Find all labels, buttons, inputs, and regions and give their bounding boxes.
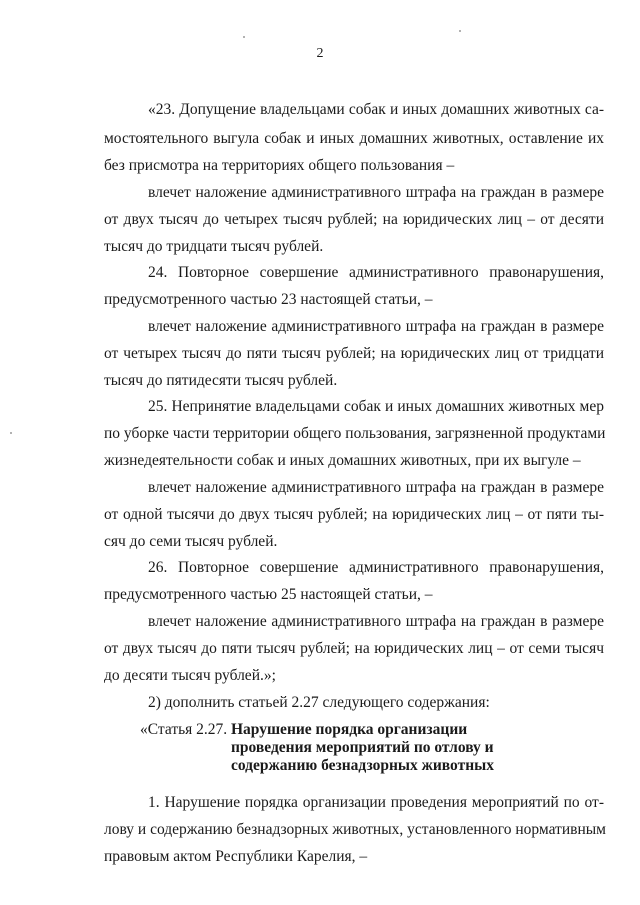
text-line: от четырех тысяч до пяти тысяч рублей; на юридических лиц от тридцати <box>104 345 604 362</box>
article-title-line: проведения мероприятий по отлову и <box>231 739 494 756</box>
text-line: предусмотренного частью 25 настоящей статьи, – <box>104 586 433 603</box>
text-line: сяч до семи тысяч рублей. <box>104 533 278 550</box>
text-line: влечет наложение административного штрафа на граждан в размере <box>148 184 604 201</box>
text-line: предусмотренного частью 23 настоящей статьи, – <box>104 291 433 308</box>
text-line: влечет наложение административного штрафа на граждан в размере <box>148 318 604 335</box>
text-line: тысяч до тридцати тысяч рублей. <box>104 238 324 255</box>
text-line: от двух тысяч до четырех тысяч рублей; на юридических лиц – от десяти <box>104 211 604 228</box>
text-line: «23. Допущение владельцами собак и иных домашних животных са- <box>148 101 604 118</box>
text-line: 25. Непринятие владельцами собак и иных домашних животных мер <box>148 398 604 415</box>
scan-speck <box>10 432 12 434</box>
article-prefix: «Статья 2.27. <box>140 721 228 738</box>
text-line: влечет наложение административного штрафа на граждан в размере <box>148 479 604 496</box>
text-line: лову и содержанию безнадзорных животных, установленного нормативным <box>104 821 606 838</box>
text-line: 1. Нарушение порядка организации проведения мероприятий по от- <box>148 794 604 811</box>
text-line: по уборке части территории общего пользования, загрязненной продуктами <box>104 425 606 442</box>
article-title-line: содержанию безнадзорных животных <box>231 757 495 774</box>
text-line: правовым актом Республики Карелия, – <box>104 848 368 865</box>
text-line: от одной тысячи до двух тысяч рублей; на юридических лиц – от пяти ты- <box>104 506 604 523</box>
scan-speck <box>459 30 461 32</box>
text-line: влечет наложение административного штрафа на граждан в размере <box>148 613 604 630</box>
text-line: жизнедеятельности собак и иных домашних животных, при их выгуле – <box>104 452 581 469</box>
text-line: до десяти тысяч рублей.»; <box>104 667 276 684</box>
scan-speck <box>243 36 245 38</box>
text-line: тысяч до пятидесяти тысяч рублей. <box>104 372 338 389</box>
text-line: мостоятельного выгула собак и иных домашних животных, оставление их <box>104 130 604 147</box>
text-line: 24. Повторное совершение административного правонарушения, <box>148 264 604 281</box>
text-line: от двух тысяч до пяти тысяч рублей; на юридических лиц – от семи тысяч <box>104 640 604 657</box>
text-line: 26. Повторное совершение административного правонарушения, <box>148 559 604 576</box>
article-title-line: Нарушение порядка организации <box>231 721 468 738</box>
text-line: без присмотра на территориях общего пользования – <box>104 157 455 174</box>
page-number: 2 <box>316 46 324 61</box>
text-line: 2) дополнить статьей 2.27 следующего содержания: <box>148 694 490 711</box>
